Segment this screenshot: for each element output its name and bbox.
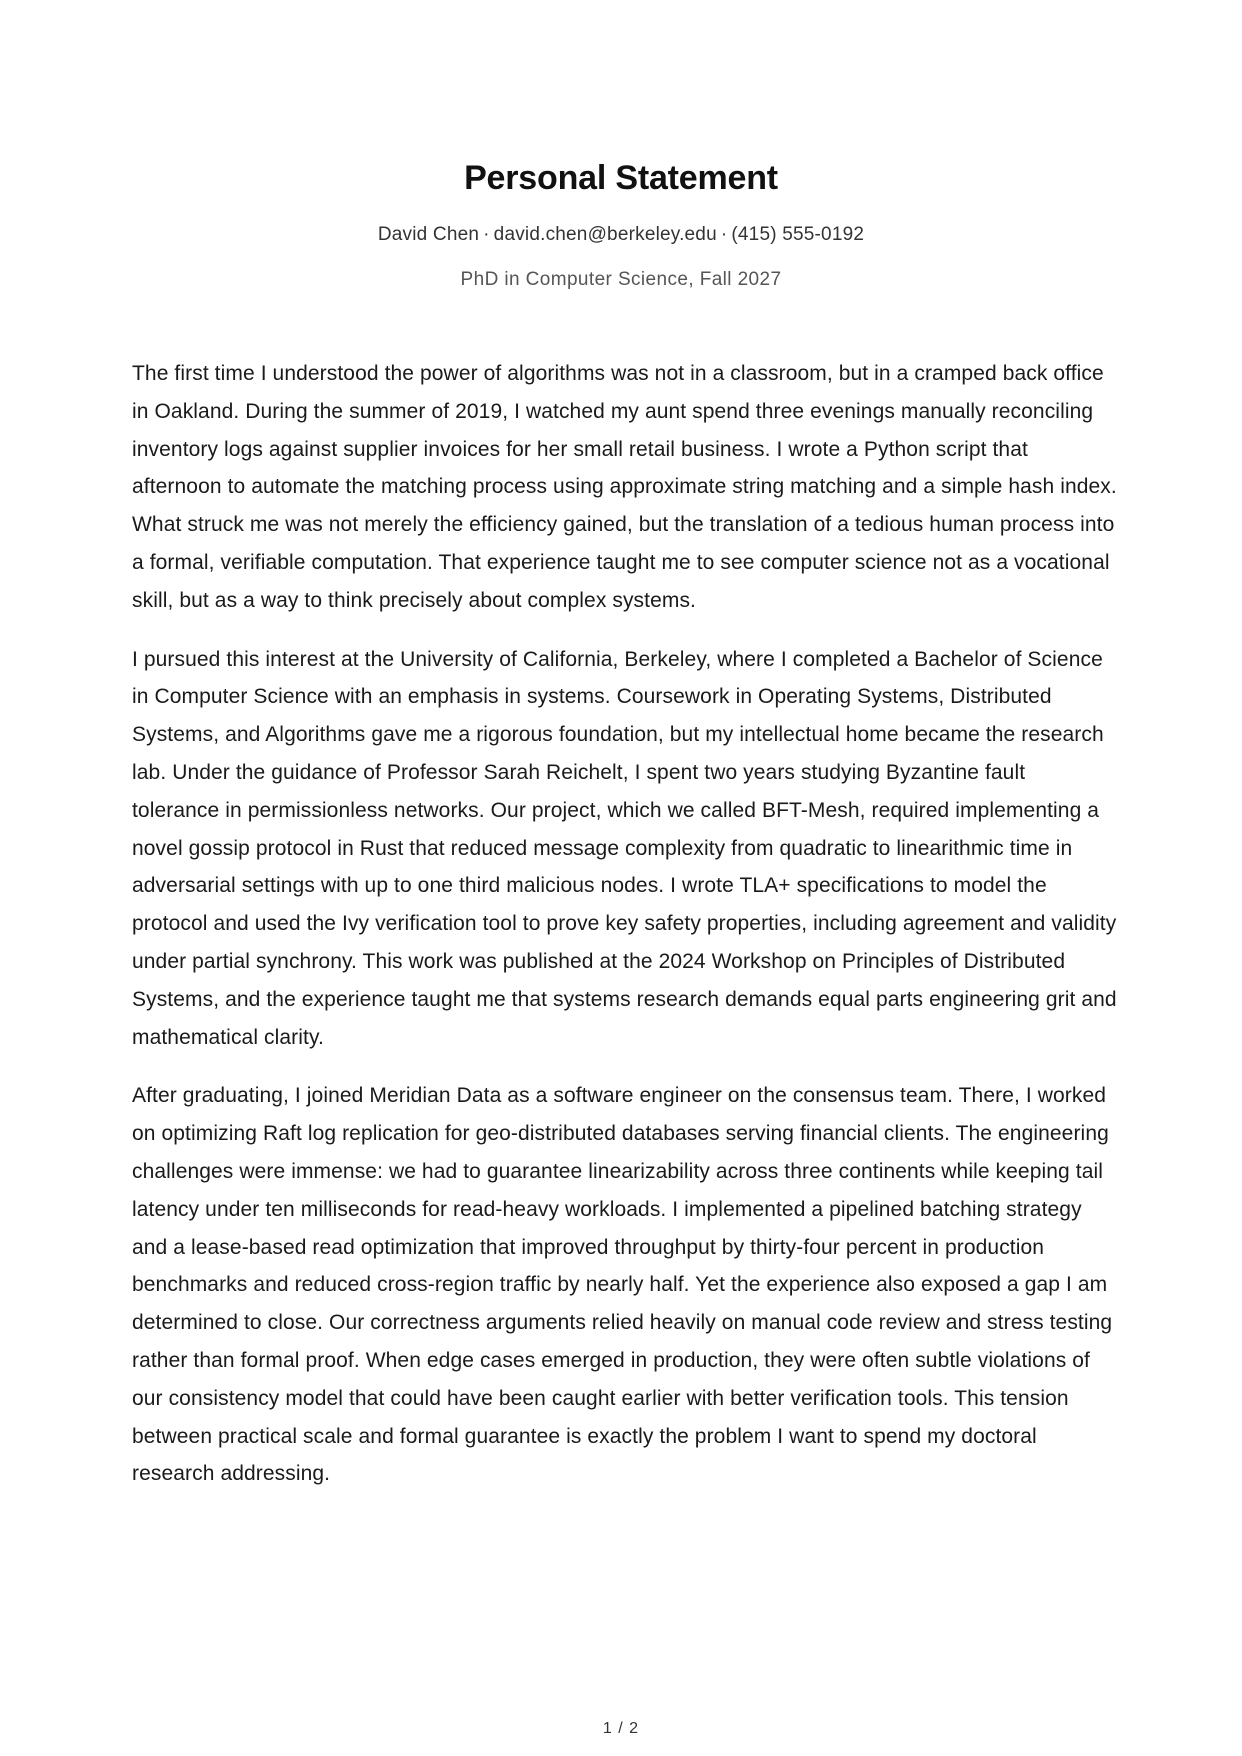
page-number: 1 / 2 <box>602 1720 640 1737</box>
document-title: Personal Statement <box>464 159 778 197</box>
program-line: PhD in Computer Science, Fall 2027 <box>460 269 782 290</box>
author-phone: (415) 555-0192 <box>731 224 865 245</box>
author-name: David Chen <box>377 224 480 245</box>
contact-separator: · <box>483 224 490 245</box>
body-paragraph: The first time I understood the power of algorithms was not in a classroom, but in a cramped back office in Oakland. During the summer of 2019, I watched my aunt spend three evenings manually reconciling inventory logs against supplier invoices for her small retail business. I wrote a Python script that afternoon to automate the matching process using approximate string matching and a simple hash index. What struck me was not merely the efficiency gained, but the translation of a tedious human process into a formal, verifiable computation. That experience taught me to see computer science not as a vocational skill, but as a way to think precisely about complex systems. <box>132 362 1117 612</box>
body-paragraph: After graduating, I joined Meridian Data as a software engineer on the consensus team. There, I worked on optimizing Raft log replication for geo-distributed databases serving financial clients. The engineering challenges were immense: we had to guarantee linearizability across three continents while keeping tail latency under ten milliseconds for read-heavy workloads. I implemented a pipelined batching strategy and a lease-based read optimization that improved throughput by thirty-four percent in production benchmarks and reduced cross-region traffic by nearly half. Yet the experience also exposed a gap I am determined to close. Our correctness arguments relied heavily on manual code review and stress testing rather than formal proof. When edge cases emerged in production, they were often subtle violations of our consistency model that could have been caught earlier with better verification tools. This tension between practical scale and formal guarantee is exactly the problem I want to spend my doctoral research addressing. <box>132 1084 1113 1486</box>
body-paragraph: I pursued this interest at the University of California, Berkeley, where I completed a Bachelor of Science in Computer Science with an emphasis in systems. Coursework in Operating Systems, Distributed Systems, and Algorithms gave me a rigorous foundation, but my intellectual home became the research lab. Under the guidance of Professor Sarah Reichelt, I spent two years studying Byzantine fault tolerance in permissionless networks. Our project, which we called BFT-Mesh, required implementing a novel gossip protocol in Rust that reduced message complexity from quadratic to linearithmic time in adversarial settings with up to one third malicious nodes. I wrote TLA+ specifications to model the protocol and used the Ivy verification tool to prove key safety properties, including agreement and validity under partial synchrony. This work was published at the 2024 Workshop on Principles of Distributed Systems, and the experience taught me that systems research demands equal parts engineering grit and mathematical clarity. <box>132 647 1117 1049</box>
contact-line <box>0 221 1242 249</box>
statement-body <box>132 355 1118 1514</box>
contact-separator: · <box>720 224 728 245</box>
author-email: david.chen@berkeley.edu <box>493 224 717 245</box>
